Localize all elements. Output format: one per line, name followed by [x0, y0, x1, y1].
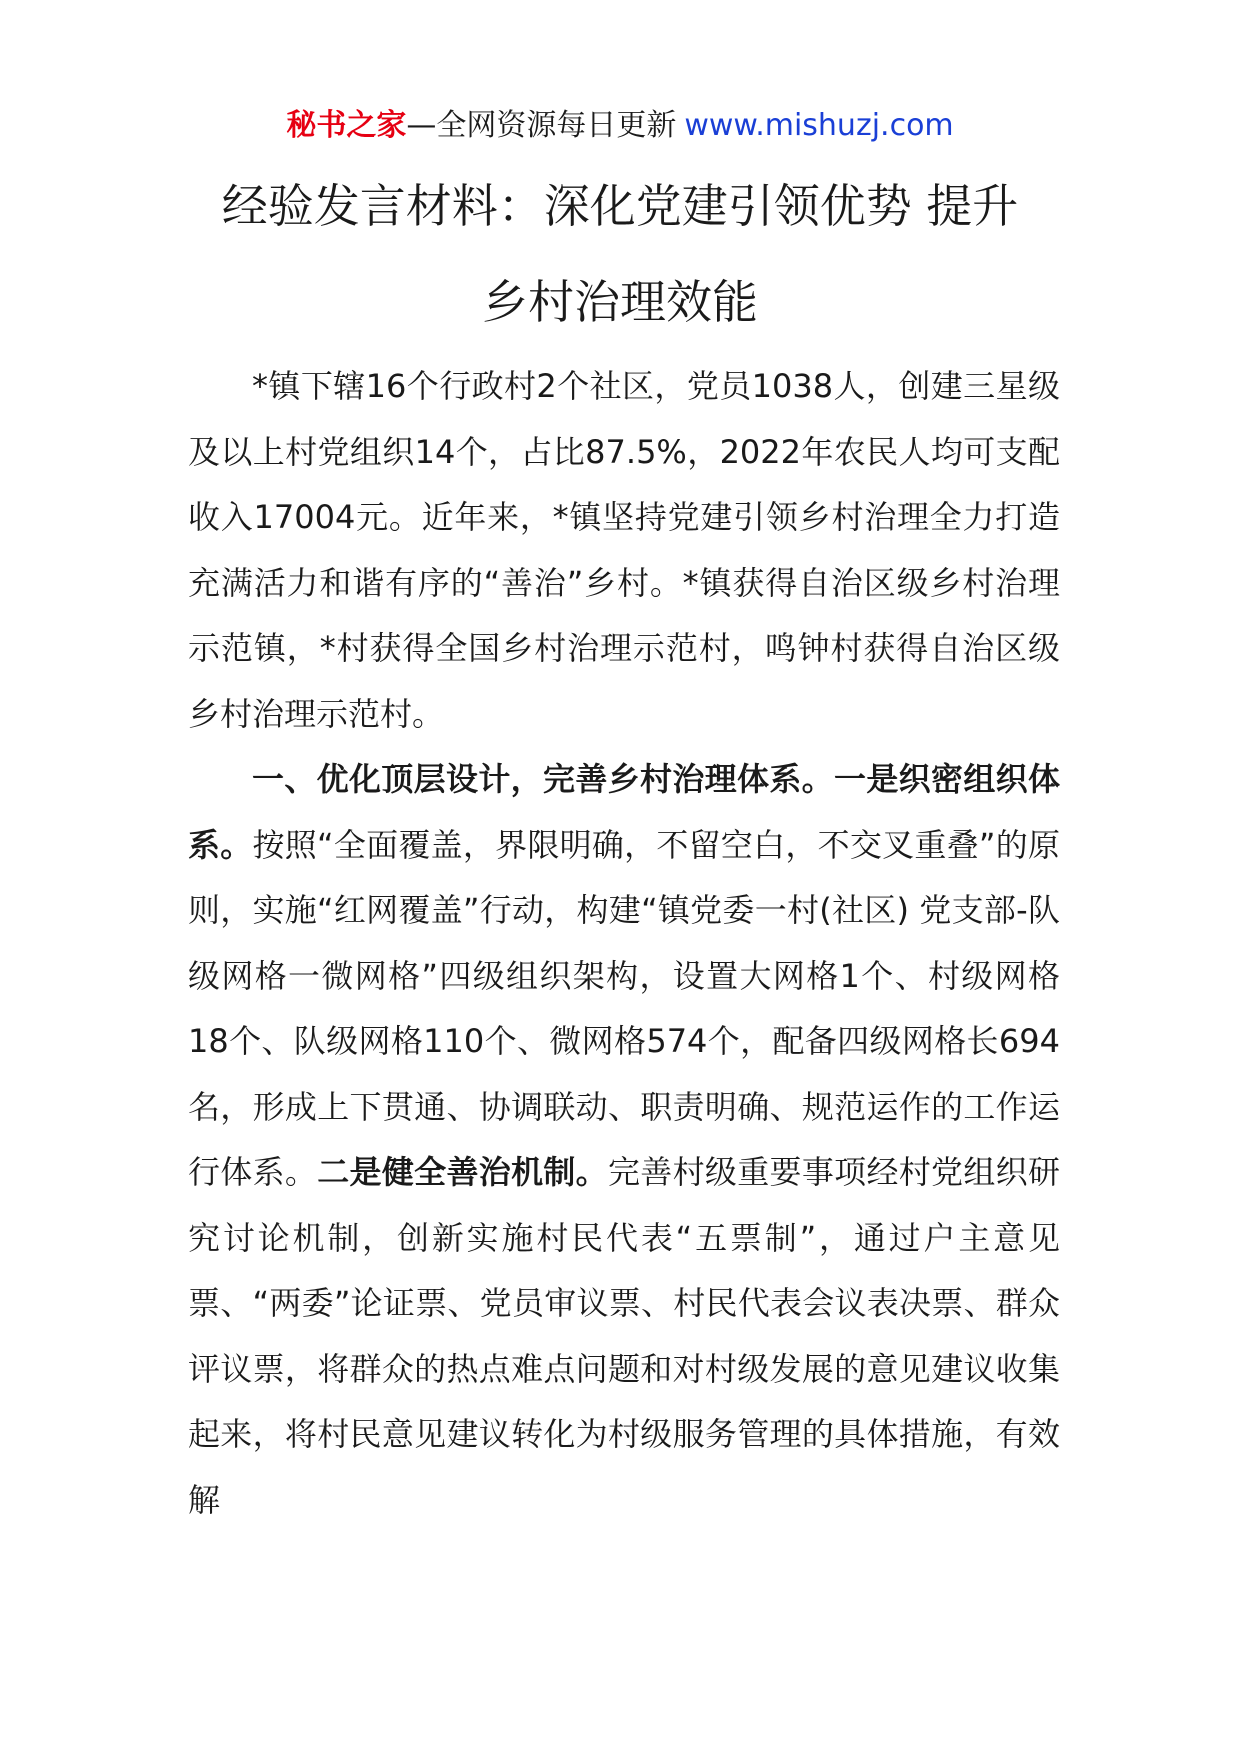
intro-paragraph: *镇下辖16个行政村2个社区，党员1038人，创建三星级及以上村党组织14个，占比87.5%，2022年农民人均可支配收入17004元。近年来，*镇坚持党建引领乡村治理全力打造充满活力和谐有序的“善治”乡村。*镇获得自治区级乡村治理示范镇，*村获得全国乡村治理示范村，鸣钟村获得自治区级乡村治理示范村。: [188, 367, 1060, 733]
point-2-text: 完善村级重要事项经村党组织研究讨论机制，创新实施村民代表“五票制”，通过户主意见票、“两委”论证票、党员审议票、村民代表会议表决票、群众评议票，将群众的热点难点问题和对村级发展的意见建议收集起来，将村民意见建议转化为村级服务管理的具体措施，有效解: [188, 1153, 1060, 1519]
site-url-link[interactable]: www.mishuzj.com: [684, 108, 954, 143]
document-title: [0, 158, 1240, 350]
title-line-2: 乡村治理效能: [482, 275, 758, 329]
section-1-paragraph: [188, 747, 1060, 1533]
point-1-text: 按照“全面覆盖，界限明确，不留空白，不交叉重叠”的原则，实施“红网覆盖”行动，构建“镇党委一村(社区) 党支部-队级网格一微网格”四级组织架构，设置大网格1个、村级网格18个、队级网格110个、微网格574个，配备四级网格长694名，形成上下贯通、协调联动、职责明确、规范运作的工作运行体系。: [188, 825, 1060, 1191]
point-2-title: 二是健全善治机制。: [317, 1153, 608, 1191]
section-1-heading: 一、优化顶层设计，完善乡村治理体系。: [252, 760, 834, 798]
site-header: [0, 104, 1240, 148]
point-1-title: 一是织密组织体系。: [188, 760, 1060, 864]
header-tagline: —全网资源每日更新: [406, 108, 677, 143]
title-line-1: 经验发言材料：深化党建引领优势 提升: [221, 179, 1019, 233]
brand-name: 秘书之家: [286, 108, 407, 143]
document-body: [188, 354, 1060, 1533]
